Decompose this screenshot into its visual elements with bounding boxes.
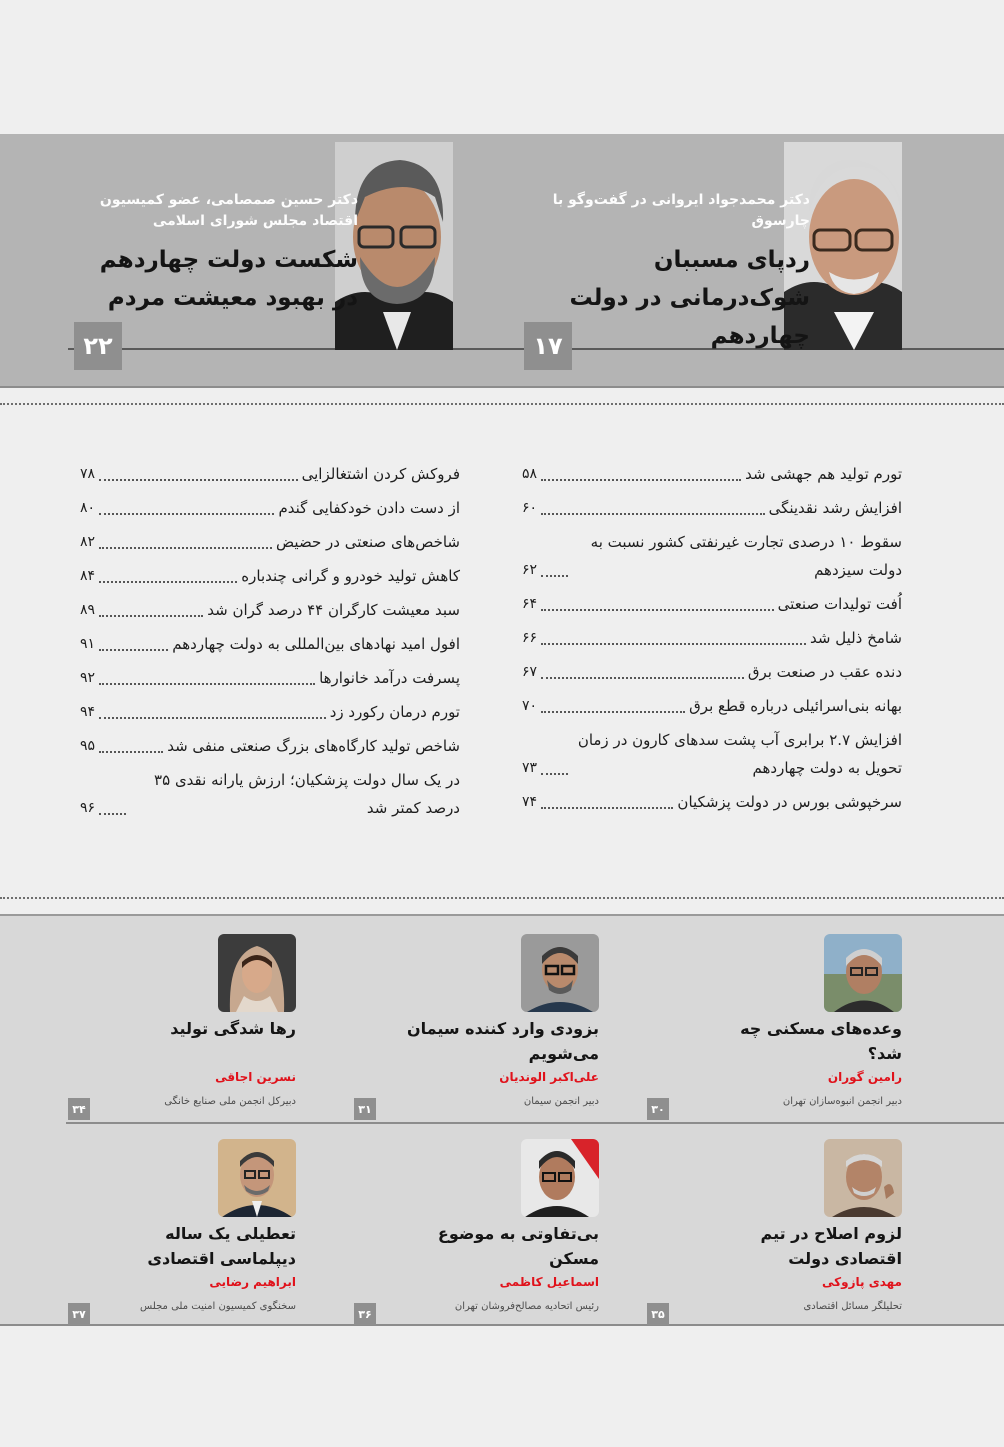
toc-title: شامخ ذلیل شد bbox=[810, 629, 902, 647]
toc-title: افول امید نهادهای بین‌المللی به دولت چهاردهم bbox=[172, 635, 460, 653]
toc-item[interactable] bbox=[522, 460, 902, 488]
toc-page: ۶۶ bbox=[522, 630, 538, 646]
toc-title: از دست دادن خودکفایی گندم bbox=[278, 499, 460, 517]
author-photo bbox=[218, 934, 296, 1012]
card-title: بی‌تفاوتی به موضوع مسکن bbox=[437, 1224, 599, 1268]
toc-page: ۶۷ bbox=[522, 664, 538, 680]
dot-leader bbox=[99, 479, 298, 481]
card-role: تحلیلگر مسائل اقتصادی bbox=[803, 1301, 902, 1312]
dot-leader bbox=[99, 717, 326, 719]
toc-title: افزایش رشد نقدینگی bbox=[768, 499, 902, 517]
toc-item[interactable] bbox=[522, 726, 902, 782]
dot-leader bbox=[541, 513, 765, 515]
author-photo bbox=[521, 1139, 599, 1217]
opinion-card[interactable] bbox=[36, 916, 296, 1116]
featured-articles-band bbox=[0, 134, 1004, 388]
toc-page: ۹۶ bbox=[80, 800, 96, 816]
toc-title: تورم درمان رکورد زد bbox=[329, 703, 460, 721]
dot-leader bbox=[541, 711, 685, 713]
feature-headline: ردپای مسببان شوک‌درمانی در دولت چهاردهم bbox=[569, 247, 810, 349]
toc-item[interactable] bbox=[80, 732, 460, 760]
toc-column-right bbox=[522, 460, 902, 822]
toc-item[interactable] bbox=[80, 494, 460, 522]
opinion-card[interactable] bbox=[36, 1121, 296, 1321]
dot-leader bbox=[541, 807, 673, 809]
toc-item[interactable] bbox=[522, 528, 902, 584]
dot-leader bbox=[99, 615, 203, 617]
card-page-number: ۳۴ bbox=[68, 1098, 90, 1120]
toc-page: ۶۲ bbox=[522, 562, 538, 578]
toc-title: تورم تولید هم جهشی شد bbox=[745, 465, 902, 483]
card-title: وعده‌های مسکنی چه شد؟ bbox=[740, 1019, 902, 1063]
toc-title: بهانه بنی‌اسرائیلی درباره قطع برق bbox=[689, 697, 902, 715]
feature-text bbox=[68, 190, 358, 317]
dot-leader bbox=[541, 677, 744, 679]
toc-item[interactable] bbox=[80, 630, 460, 658]
toc-item[interactable] bbox=[522, 494, 902, 522]
card-role: رئیس اتحادیه مصالح‌فروشان تهران bbox=[454, 1301, 599, 1312]
toc-item[interactable] bbox=[80, 596, 460, 624]
toc-title: شاخص تولید کارگاه‌های بزرگ صنعتی منفی شد bbox=[167, 737, 460, 755]
card-role: دبیرکل انجمن ملی صنایع خانگی bbox=[164, 1096, 296, 1107]
toc-title: شاخص‌های صنعتی در حضیض bbox=[276, 533, 460, 551]
card-page-number: ۳۰ bbox=[647, 1098, 669, 1120]
toc-title: فروکش کردن اشتغالزایی bbox=[301, 465, 460, 483]
dot-leader bbox=[99, 649, 168, 651]
toc-page: ۸۹ bbox=[80, 602, 96, 618]
card-page-number: ۳۵ bbox=[647, 1303, 669, 1325]
toc-title: سبد معیشت کارگران ۴۴ درصد گران شد bbox=[207, 601, 460, 619]
card-author: مهدی پازوکی bbox=[822, 1275, 902, 1289]
author-photo bbox=[521, 934, 599, 1012]
toc-item[interactable] bbox=[80, 766, 460, 822]
card-author: علی‌اکبر الوندیان bbox=[499, 1070, 599, 1084]
dot-leader bbox=[541, 643, 806, 645]
toc-page: ۸۰ bbox=[80, 500, 96, 516]
toc-page: ۹۴ bbox=[80, 704, 96, 720]
opinion-card[interactable] bbox=[642, 916, 902, 1116]
page-number-box: ۲۲ bbox=[74, 322, 122, 370]
dot-leader bbox=[99, 683, 315, 685]
card-author: ابراهیم رضایی bbox=[209, 1275, 296, 1289]
toc-title: در یک سال دولت پزشکیان؛ ارزش یارانه نقدی ۳۵ درصد کمتر شد bbox=[154, 771, 460, 817]
dot-leader bbox=[99, 581, 237, 583]
opinion-card[interactable] bbox=[339, 916, 599, 1116]
toc-title: پسرفت درآمد خانوارها bbox=[319, 669, 460, 687]
toc-item[interactable] bbox=[522, 658, 902, 686]
dot-leader bbox=[99, 513, 274, 515]
toc-item[interactable] bbox=[80, 698, 460, 726]
toc-title: سرخپوشی بورس در دولت پزشکیان bbox=[677, 793, 902, 811]
dot-leader bbox=[541, 773, 568, 775]
card-role: دبیر انجمن سیمان bbox=[523, 1096, 599, 1107]
dot-leader bbox=[541, 609, 774, 611]
toc-item[interactable] bbox=[80, 528, 460, 556]
toc-item[interactable] bbox=[80, 664, 460, 692]
card-role: دبیر انجمن انبوه‌سازان تهران bbox=[782, 1096, 902, 1107]
toc-page: ۸۲ bbox=[80, 534, 96, 550]
card-author: نسرین اجاقی bbox=[215, 1070, 296, 1084]
toc-title: اُفت تولیدات صنعتی bbox=[777, 595, 902, 613]
card-title: لزوم اصلاح در تیم اقتصادی دولت bbox=[760, 1224, 902, 1268]
card-title: رها شدگی تولید bbox=[170, 1019, 296, 1038]
toc-title: سقوط ۱۰ درصدی تجارت غیرنفتی کشور نسبت به دولت سیزدهم bbox=[590, 533, 902, 579]
toc-item[interactable] bbox=[522, 692, 902, 720]
toc-page: ۶۴ bbox=[522, 596, 538, 612]
dot-leader bbox=[99, 813, 126, 815]
toc-page: ۸۴ bbox=[80, 568, 96, 584]
card-author: اسماعیل کاظمی bbox=[499, 1275, 599, 1289]
toc-page: ۹۵ bbox=[80, 738, 96, 754]
card-page-number: ۳۱ bbox=[354, 1098, 376, 1120]
feature-kicker: دکتر محمدجواد ایروانی در گفت‌وگو با چارسوق bbox=[552, 192, 810, 229]
opinion-card[interactable] bbox=[339, 1121, 599, 1321]
toc-title: کاهش تولید خودرو و گرانی چندباره bbox=[241, 567, 460, 585]
toc-page: ۷۸ bbox=[80, 466, 96, 482]
card-page-number: ۳۶ bbox=[354, 1303, 376, 1325]
toc-title: افزایش ۲.۷ برابری آب پشت سدهای کارون در زمان تحویل به دولت چهاردهم bbox=[577, 731, 902, 777]
toc-page: ۹۱ bbox=[80, 636, 96, 652]
toc-item[interactable] bbox=[80, 460, 460, 488]
toc-item[interactable] bbox=[80, 562, 460, 590]
toc-column-left bbox=[80, 460, 460, 828]
author-photo bbox=[218, 1139, 296, 1217]
dotted-divider bbox=[0, 897, 1004, 899]
toc-page: ۵۸ bbox=[522, 466, 538, 482]
toc-page: ۷۰ bbox=[522, 698, 538, 714]
opinion-card[interactable] bbox=[642, 1121, 902, 1321]
toc-item[interactable] bbox=[522, 788, 902, 816]
author-photo bbox=[824, 1139, 902, 1217]
card-role: سخنگوی کمیسیون امنیت ملی مجلس bbox=[140, 1301, 296, 1312]
feature-headline: شکست دولت چهاردهم در بهبود معیشت مردم bbox=[99, 247, 358, 311]
dot-leader bbox=[541, 479, 741, 481]
page-number-box: ۱۷ bbox=[524, 322, 572, 370]
dot-leader bbox=[99, 751, 163, 753]
card-page-number: ۳۷ bbox=[68, 1303, 90, 1325]
card-title: تعطیلی یک ساله دیپلماسی اقتصادی bbox=[147, 1224, 296, 1268]
card-title: بزودی وارد کننده سیمان می‌شویم bbox=[406, 1019, 599, 1063]
toc-item[interactable] bbox=[522, 590, 902, 618]
card-author: رامین گوران bbox=[827, 1070, 902, 1084]
toc-page: ۷۴ bbox=[522, 794, 538, 810]
toc-page: ۷۳ bbox=[522, 760, 538, 776]
dot-leader bbox=[99, 547, 272, 549]
dot-leader bbox=[541, 575, 568, 577]
toc-page: ۶۰ bbox=[522, 500, 538, 516]
opinion-grid bbox=[0, 914, 1004, 1326]
toc-title: دنده عقب در صنعت برق bbox=[747, 663, 902, 681]
author-photo bbox=[824, 934, 902, 1012]
dotted-divider bbox=[0, 403, 1004, 405]
feature-kicker: دکتر حسین صمصامی، عضو کمیسیون اقتصاد مجلس شورای اسلامی bbox=[99, 192, 358, 229]
feature-article-samsami[interactable] bbox=[0, 134, 460, 388]
toc-item[interactable] bbox=[522, 624, 902, 652]
feature-article-iravani[interactable] bbox=[502, 134, 962, 388]
toc-page: ۹۲ bbox=[80, 670, 96, 686]
